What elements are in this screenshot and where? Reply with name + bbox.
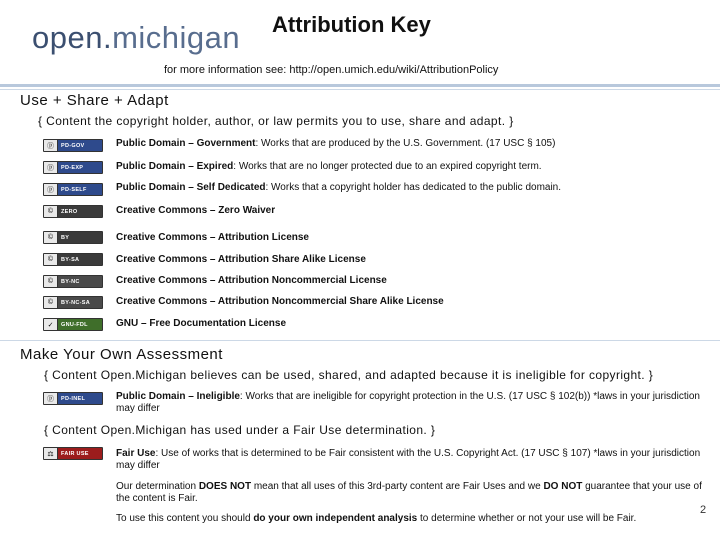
cc-zero-badge — [43, 205, 103, 218]
badge-label: BY — [61, 234, 70, 241]
public-domain-icon: ⓟ — [44, 393, 58, 404]
pd-gov-badge — [43, 139, 103, 152]
creative-commons-icon: © — [44, 206, 58, 217]
gnu-icon: ✓ — [44, 319, 58, 330]
creative-commons-icon: © — [44, 254, 58, 265]
info-link[interactable]: for more information see: http://open.umich.edu/wiki/AttributionPolicy — [164, 64, 499, 76]
license-title: Public Domain – Expired — [116, 161, 234, 172]
section-heading-use-share: Use + Share + Adapt — [20, 92, 169, 109]
badge-label: GNU-FDL — [61, 321, 88, 328]
text-fragment: guarantee that your use of the content is Fair. — [116, 481, 702, 504]
license-title: Public Domain – Ineligible — [116, 391, 240, 402]
license-title: GNU – Free Documentation License — [116, 318, 287, 329]
license-row-cc-by — [116, 232, 706, 244]
public-domain-icon: ⓟ — [44, 162, 58, 173]
badge-label: PD-SELF — [61, 186, 87, 193]
assessment-note-ineligible: { Content Open.Michigan believes can be used, shared, and adapted because it is ineligible for copyright. } — [44, 368, 654, 382]
text-fragment: To use this content you should — [116, 513, 254, 524]
badge-label: BY-NC — [61, 278, 80, 285]
pd-inel-badge — [43, 392, 103, 405]
fair-use-determination-text — [116, 481, 706, 505]
page-number: 2 — [700, 504, 707, 516]
cc-by-sa-badge — [43, 253, 103, 266]
license-desc: : Works that are no longer protected due to an expired copyright term. — [233, 161, 542, 172]
logo-dot: . — [102, 20, 113, 55]
public-domain-icon: ⓟ — [44, 140, 58, 151]
emphasis-independent-analysis: do your own independent analysis — [253, 513, 418, 524]
header-divider-thin — [0, 89, 720, 90]
creative-commons-icon: © — [44, 276, 58, 287]
license-title: Fair Use — [116, 448, 156, 459]
header-divider — [0, 84, 720, 87]
fair-use-icon: ⚖ — [44, 448, 58, 459]
license-title: Creative Commons – Attribution License — [116, 232, 309, 243]
public-domain-icon: ⓟ — [44, 184, 58, 195]
license-row-fair-use — [116, 448, 706, 472]
text-fragment: to determine whether or not your use will be Fair. — [417, 513, 637, 524]
license-row-pd-gov — [116, 138, 706, 150]
assessment-note-fair-use: { Content Open.Michigan has used under a Fair Use determination. } — [44, 423, 436, 437]
license-desc: : Works that a copyright holder has dedicated to the public domain. — [265, 182, 562, 193]
cc-by-badge — [43, 231, 103, 244]
logo-michigan: michigan — [112, 20, 241, 55]
license-title: Creative Commons – Attribution Noncommercial Share Alike License — [116, 296, 444, 307]
use-share-note: { Content the copyright holder, author, or law permits you to use, share and adapt. } — [38, 114, 514, 128]
license-row-cc-by-nc-sa — [116, 296, 706, 308]
page-title: Attribution Key — [272, 12, 431, 37]
gnu-fdl-badge — [43, 318, 103, 331]
license-title: Public Domain – Government — [116, 138, 256, 149]
badge-label: FAIR USE — [61, 450, 89, 457]
license-title: Creative Commons – Attribution Noncommercial License — [116, 275, 387, 286]
badge-label: PD-INEL — [61, 395, 86, 402]
license-title: Public Domain – Self Dedicated — [116, 182, 266, 193]
fair-use-badge — [43, 447, 103, 460]
pd-exp-badge — [43, 161, 103, 174]
badge-label: BY-SA — [61, 256, 80, 263]
section-heading-assessment: Make Your Own Assessment — [20, 346, 223, 363]
cc-by-nc-badge — [43, 275, 103, 288]
independent-analysis-text — [116, 513, 706, 525]
license-desc: : Works that are produced by the U.S. Government. (17 USC § 105) — [255, 138, 556, 149]
badge-label: ZERO — [61, 208, 78, 215]
license-title: Creative Commons – Zero Waiver — [116, 205, 276, 216]
open-michigan-logo — [32, 20, 240, 56]
license-row-pd-self — [116, 182, 706, 194]
license-row-pd-inel — [116, 391, 706, 415]
license-desc: : Use of works that is determined to be Fair consistent with the U.S. Copyright Act. (17 USC § 107) *laws in your jurisdiction may differ — [116, 448, 701, 471]
creative-commons-icon: © — [44, 232, 58, 243]
text-fragment: mean that all uses of this 3rd-party content are Fair Uses and we — [251, 481, 544, 492]
badge-label: BY-NC-SA — [61, 299, 90, 306]
emphasis-do-not: DO NOT — [543, 481, 583, 492]
emphasis-does-not: DOES NOT — [198, 481, 252, 492]
license-row-cc-by-sa — [116, 254, 706, 266]
pd-self-badge — [43, 183, 103, 196]
license-desc: : Works that are ineligible for copyright protection in the U.S. (17 USC § 102(b)) *laws in your jurisdiction may differ — [116, 391, 700, 414]
section-divider — [0, 340, 720, 341]
license-title: Creative Commons – Attribution Share Alike License — [116, 254, 366, 265]
text-fragment: Our determination — [116, 481, 199, 492]
cc-by-nc-sa-badge — [43, 296, 103, 309]
badge-label: PD-EXP — [61, 164, 84, 171]
license-row-cc-by-nc — [116, 275, 706, 287]
badge-label: PD-GOV — [61, 142, 85, 149]
license-row-cc-zero — [116, 205, 706, 217]
creative-commons-icon: © — [44, 297, 58, 308]
license-row-gnu-fdl — [116, 318, 706, 330]
license-row-pd-exp — [116, 161, 706, 173]
logo-open: open — [32, 20, 103, 55]
